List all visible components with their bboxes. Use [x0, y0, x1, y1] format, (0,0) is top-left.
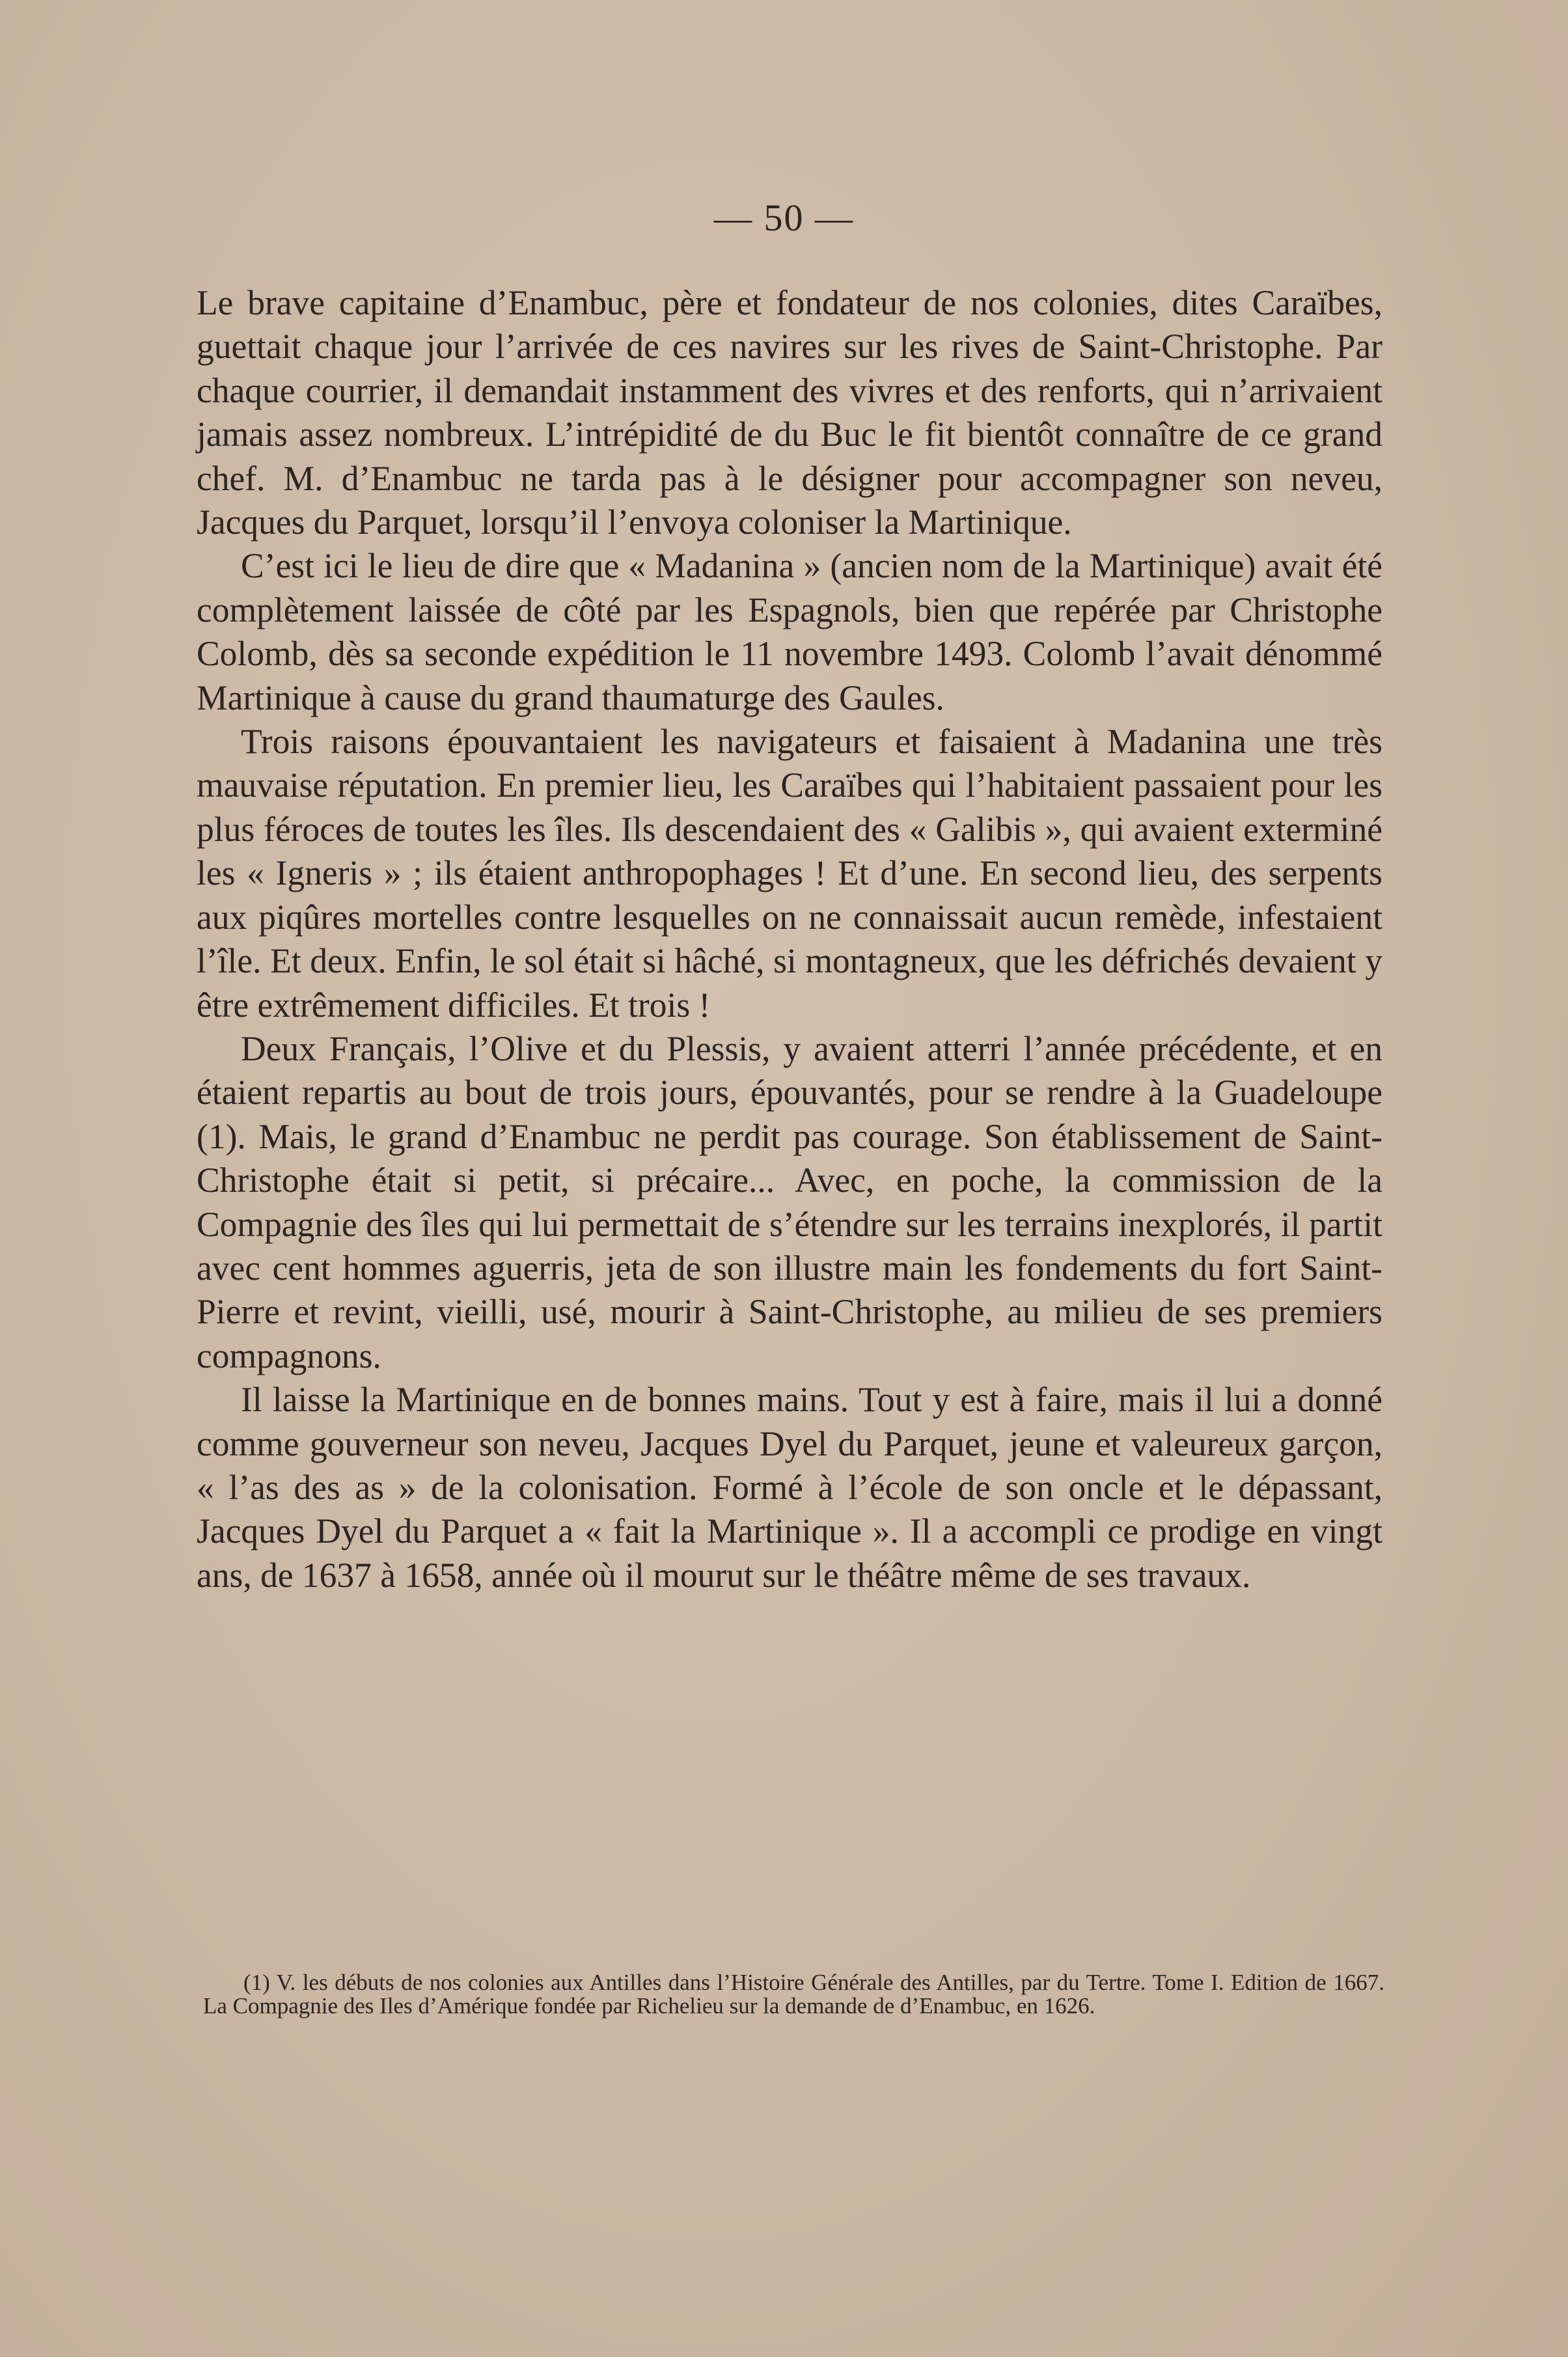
- page-number: — 50 —: [714, 197, 854, 239]
- body-text: [197, 281, 1382, 1597]
- paragraph-2: C’est ici le lieu de dire que « Madanina » (ancien nom de la Martinique) avait été complètement laissée de côté par les Espagnols, bien que repérée par Christophe Colomb, dès sa seconde expédition le 11 novembre 1493. Colomb l’avait dénommé Martinique à cause du grand thaumaturge des Gaules.: [197, 546, 1382, 717]
- paragraph-3: Trois raisons épouvantaient les navigateurs et faisaient à Madanina une très mauvaise réputation. En premier lieu, les Caraïbes qui l’habitaient passaient pour les plus féroces de toutes les îles. Ils descendaient des « Galibis », qui avaient exterminé les « Igneris » ; ils étaient anthropophages ! Et d’une. En second lieu, des serpents aux piqûres mortelles contre lesquelles on ne connaissait aucun remède, infestaient l’île. Et deux. Enfin, le sol était si hâché, si montagneux, que les défrichés devaient y être extrêmement difficiles. Et trois !: [197, 722, 1382, 1025]
- footnote: [203, 1971, 1384, 2018]
- paragraph-1: Le brave capitaine d’Enambuc, père et fondateur de nos colonies, dites Caraïbes, guettait chaque jour l’arrivée de ces navires sur les rives de Saint-Christophe. Par chaque courrier, il demandait instamment des vivres et des renforts, qui n’arrivaient jamais assez nombreux. L’intrépidité de du Buc le fit bientôt connaître de ce grand chef. M. d’Enambuc ne tarda pas à le désigner pour accompagner son neveu, Jacques du Parquet, lorsqu’il l’envoya coloniser la Martinique.: [197, 283, 1382, 542]
- paragraph-4: Deux Français, l’Olive et du Plessis, y avaient atterri l’année précédente, et en étaient repartis au bout de trois jours, épouvantés, pour se rendre à la Guadeloupe (1). Mais, le grand d’Enambuc ne perdit pas courage. Son établissement de Saint-Christophe était si petit, si précaire... Avec, en poche, la commission de la Compagnie des îles qui lui permettait de s’étendre sur les terrains inexplorés, il partit avec cent hommes aguerris, jeta de son illustre main les fondements du fort Saint-Pierre et revint, vieilli, usé, mourir à Saint-Christophe, au milieu de ses premiers compagnons.: [197, 1028, 1382, 1375]
- footnote-text: (1) V. les débuts de nos colonies aux Antilles dans l’Histoire Générale des Antilles, par du Tertre. Tome I. Edition de 1667. La Compagnie des Iles d’Amérique fondée par Richelieu sur la demande de d’Enambuc, en 1626.: [203, 1970, 1384, 2019]
- paragraph-5: Il laisse la Martinique en de bonnes mains. Tout y est à faire, mais il lui a donné comme gouverneur son neveu, Jacques Dyel du Parquet, jeune et valeureux garçon, « l’as des as » de la colonisation. Formé à l’école de son oncle et le dépassant, Jacques Dyel du Parquet a « fait la Martinique ». Il a accompli ce prodige en vingt ans, de 1637 à 1658, année où il mourut sur le théâtre même de ses travaux.: [197, 1380, 1382, 1595]
